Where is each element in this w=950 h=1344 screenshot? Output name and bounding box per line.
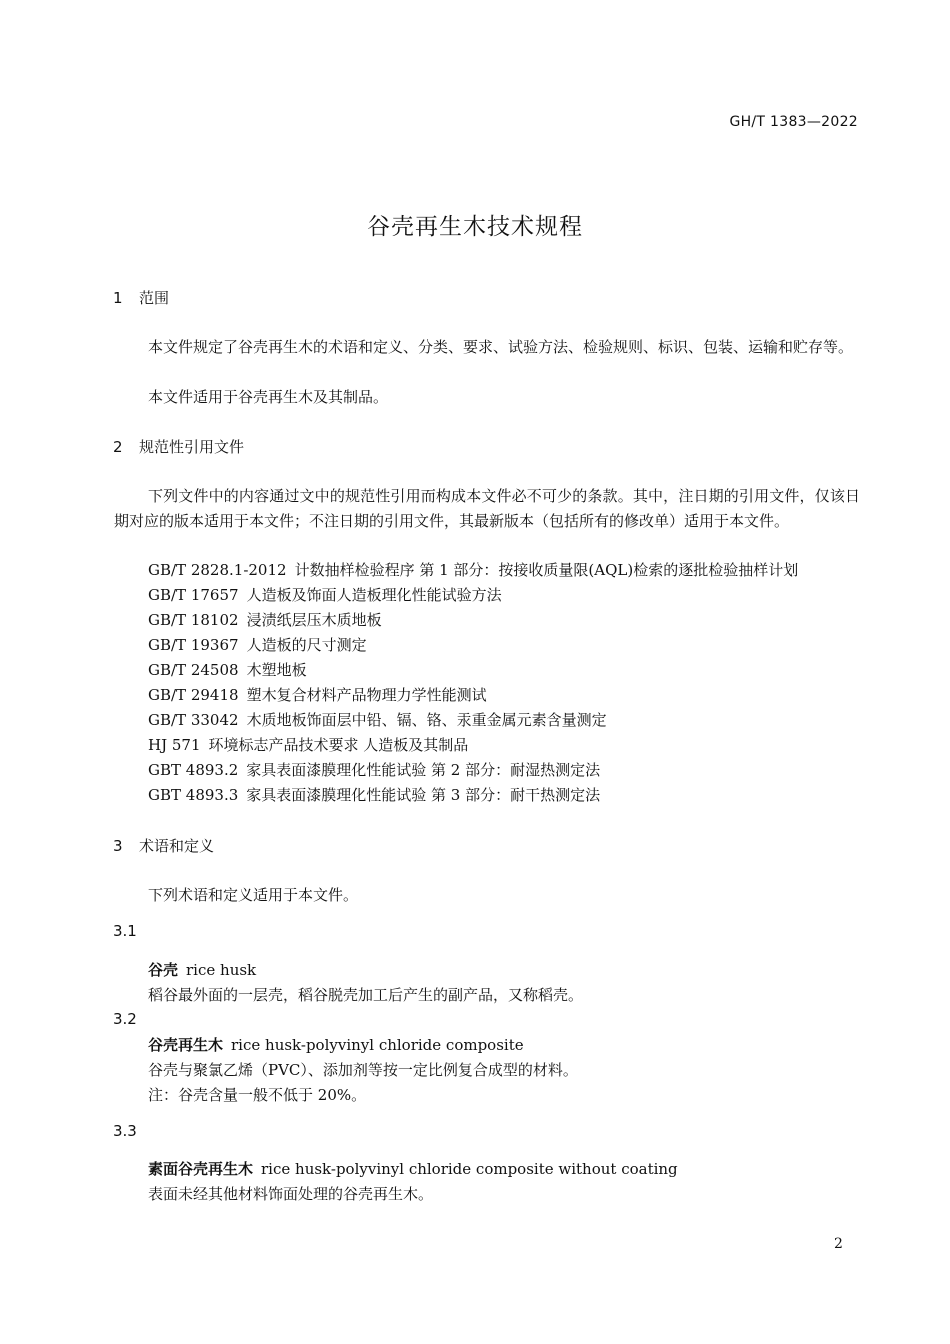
section-heading-scope — [113, 287, 169, 308]
clause-number: 3.3 — [113, 1122, 137, 1140]
reference-title: 塑木复合材料产品物理力学性能测试 — [246, 686, 487, 704]
reference-title: 浸渍纸层压木质地板 — [246, 611, 382, 629]
term-note: 注：谷壳含量一般不低于 20%。 — [148, 1086, 367, 1104]
page-number: 2 — [834, 1236, 843, 1252]
section-title: 范围 — [139, 289, 170, 307]
document-title: 谷壳再生木技术规程 — [367, 214, 583, 240]
reference-code: HJ 571 — [148, 736, 201, 754]
section-heading-normative — [113, 436, 244, 457]
standard-code: GH/T 1383—2022 — [729, 114, 858, 130]
terms-intro: 下列术语和定义适用于本文件。 — [148, 886, 359, 904]
section-heading-terms — [113, 835, 214, 856]
reference-title: 家具表面漆膜理化性能试验 第 3 部分：耐干热测定法 — [246, 786, 601, 804]
clause-number: 3.2 — [113, 1010, 137, 1028]
term-english: rice husk-polyvinyl chloride composite without coating — [261, 1160, 678, 1178]
section-number: 2 — [113, 438, 123, 456]
reference-code: GB/T 2828.1-2012 — [148, 561, 287, 579]
term-chinese: 素面谷壳再生木 — [148, 1160, 254, 1178]
reference-item — [148, 634, 367, 655]
term-chinese: 谷壳再生木 — [148, 1036, 224, 1054]
section-number: 3 — [113, 837, 123, 855]
reference-title: 木质地板饰面层中铅、镉、铬、汞重金属元素含量测定 — [246, 711, 607, 729]
reference-item — [148, 609, 382, 630]
scope-paragraph-1: 本文件规定了谷壳再生木的术语和定义、分类、要求、试验方法、检验规则、标识、包装、运输和贮存等。 — [148, 338, 854, 356]
reference-code: GB/T 29418 — [148, 686, 239, 704]
term-definition: 谷壳与聚氯乙烯（PVC）、添加剂等按一定比例复合成型的材料。 — [148, 1061, 578, 1079]
reference-title: 家具表面漆膜理化性能试验 第 2 部分：耐湿热测定法 — [246, 761, 601, 779]
term-definition: 稻谷最外面的一层壳，稻谷脱壳加工后产生的副产品，又称稻壳。 — [148, 986, 584, 1004]
reference-item — [148, 559, 798, 580]
scope-paragraph-2: 本文件适用于谷壳再生木及其制品。 — [148, 388, 389, 406]
term-entry — [148, 1034, 524, 1055]
reference-item — [148, 659, 307, 680]
term-chinese: 谷壳 — [148, 961, 179, 979]
reference-item — [148, 709, 607, 730]
section-title: 规范性引用文件 — [139, 438, 245, 456]
reference-item — [148, 734, 468, 755]
reference-title: 人造板的尺寸测定 — [246, 636, 367, 654]
reference-title: 人造板及饰面人造板理化性能试验方法 — [246, 586, 502, 604]
normative-intro: 下列文件中的内容通过文中的规范性引用而构成本文件必不可少的条款。其中，注日期的引用文件，仅该日期对应的版本适用于本文件；不注日期的引用文件，其最新版本（包括所有的修改单）适用于本文件。 — [114, 487, 860, 530]
reference-title: 计数抽样检验程序 第 1 部分：按接收质量限(AQL)检索的逐批检验抽样计划 — [294, 561, 799, 579]
reference-code: GB/T 17657 — [148, 586, 239, 604]
term-entry — [148, 1158, 678, 1179]
reference-code: GB/T 18102 — [148, 611, 239, 629]
reference-title: 木塑地板 — [246, 661, 307, 679]
reference-title: 环境标志产品技术要求 人造板及其制品 — [208, 736, 469, 754]
reference-item — [148, 784, 600, 805]
reference-code: GB/T 33042 — [148, 711, 239, 729]
reference-code: GB/T 19367 — [148, 636, 239, 654]
section-title: 术语和定义 — [139, 837, 215, 855]
term-english: rice husk-polyvinyl chloride composite — [231, 1036, 524, 1054]
reference-item — [148, 584, 502, 605]
term-definition: 表面未经其他材料饰面处理的谷壳再生木。 — [148, 1185, 434, 1203]
term-english: rice husk — [186, 961, 257, 979]
clause-number: 3.1 — [113, 922, 137, 940]
section-number: 1 — [113, 289, 123, 307]
reference-code: GBT 4893.3 — [148, 786, 239, 804]
reference-code: GB/T 24508 — [148, 661, 239, 679]
reference-item — [148, 759, 600, 780]
reference-item — [148, 684, 487, 705]
term-entry — [148, 959, 256, 980]
reference-code: GBT 4893.2 — [148, 761, 239, 779]
